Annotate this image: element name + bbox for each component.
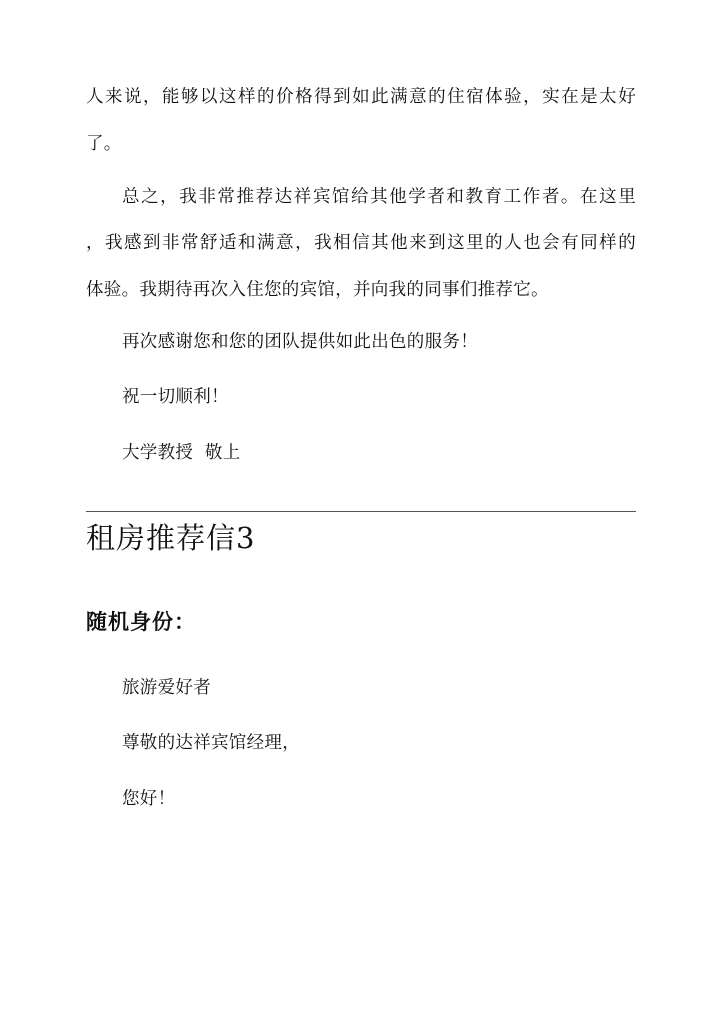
identity-value: 旅游爱好者 [122, 678, 211, 698]
thanks-text: 再次感谢您和您的团队提供如此出色的服务！ [122, 332, 478, 352]
salutation: 尊敬的达祥宾馆经理， [122, 733, 300, 753]
body-text-line: 体验。我期待再次入住您的宾馆，并向我的同事们推荐它。 [86, 280, 549, 300]
body-text-line: ，我感到非常舒适和满意，我相信其他来到这里的人也会有同样的 [86, 233, 636, 253]
section-divider [86, 511, 636, 512]
identity-heading: 随机身份： [86, 609, 196, 634]
body-text-line: 了。 [86, 134, 122, 154]
closing-wish: 祝一切顺利！ [122, 387, 229, 407]
section-title: 租房推荐信3 [86, 521, 256, 555]
body-text-line: 人来说，能够以这样的价格得到如此满意的住宿体验，实在是太好 [86, 87, 636, 107]
greeting: 您好！ [122, 789, 176, 809]
signature: 大学教授 敬上 [122, 443, 241, 463]
body-text-line: 总之，我非常推荐达祥宾馆给其他学者和教育工作者。在这里 [122, 187, 636, 207]
